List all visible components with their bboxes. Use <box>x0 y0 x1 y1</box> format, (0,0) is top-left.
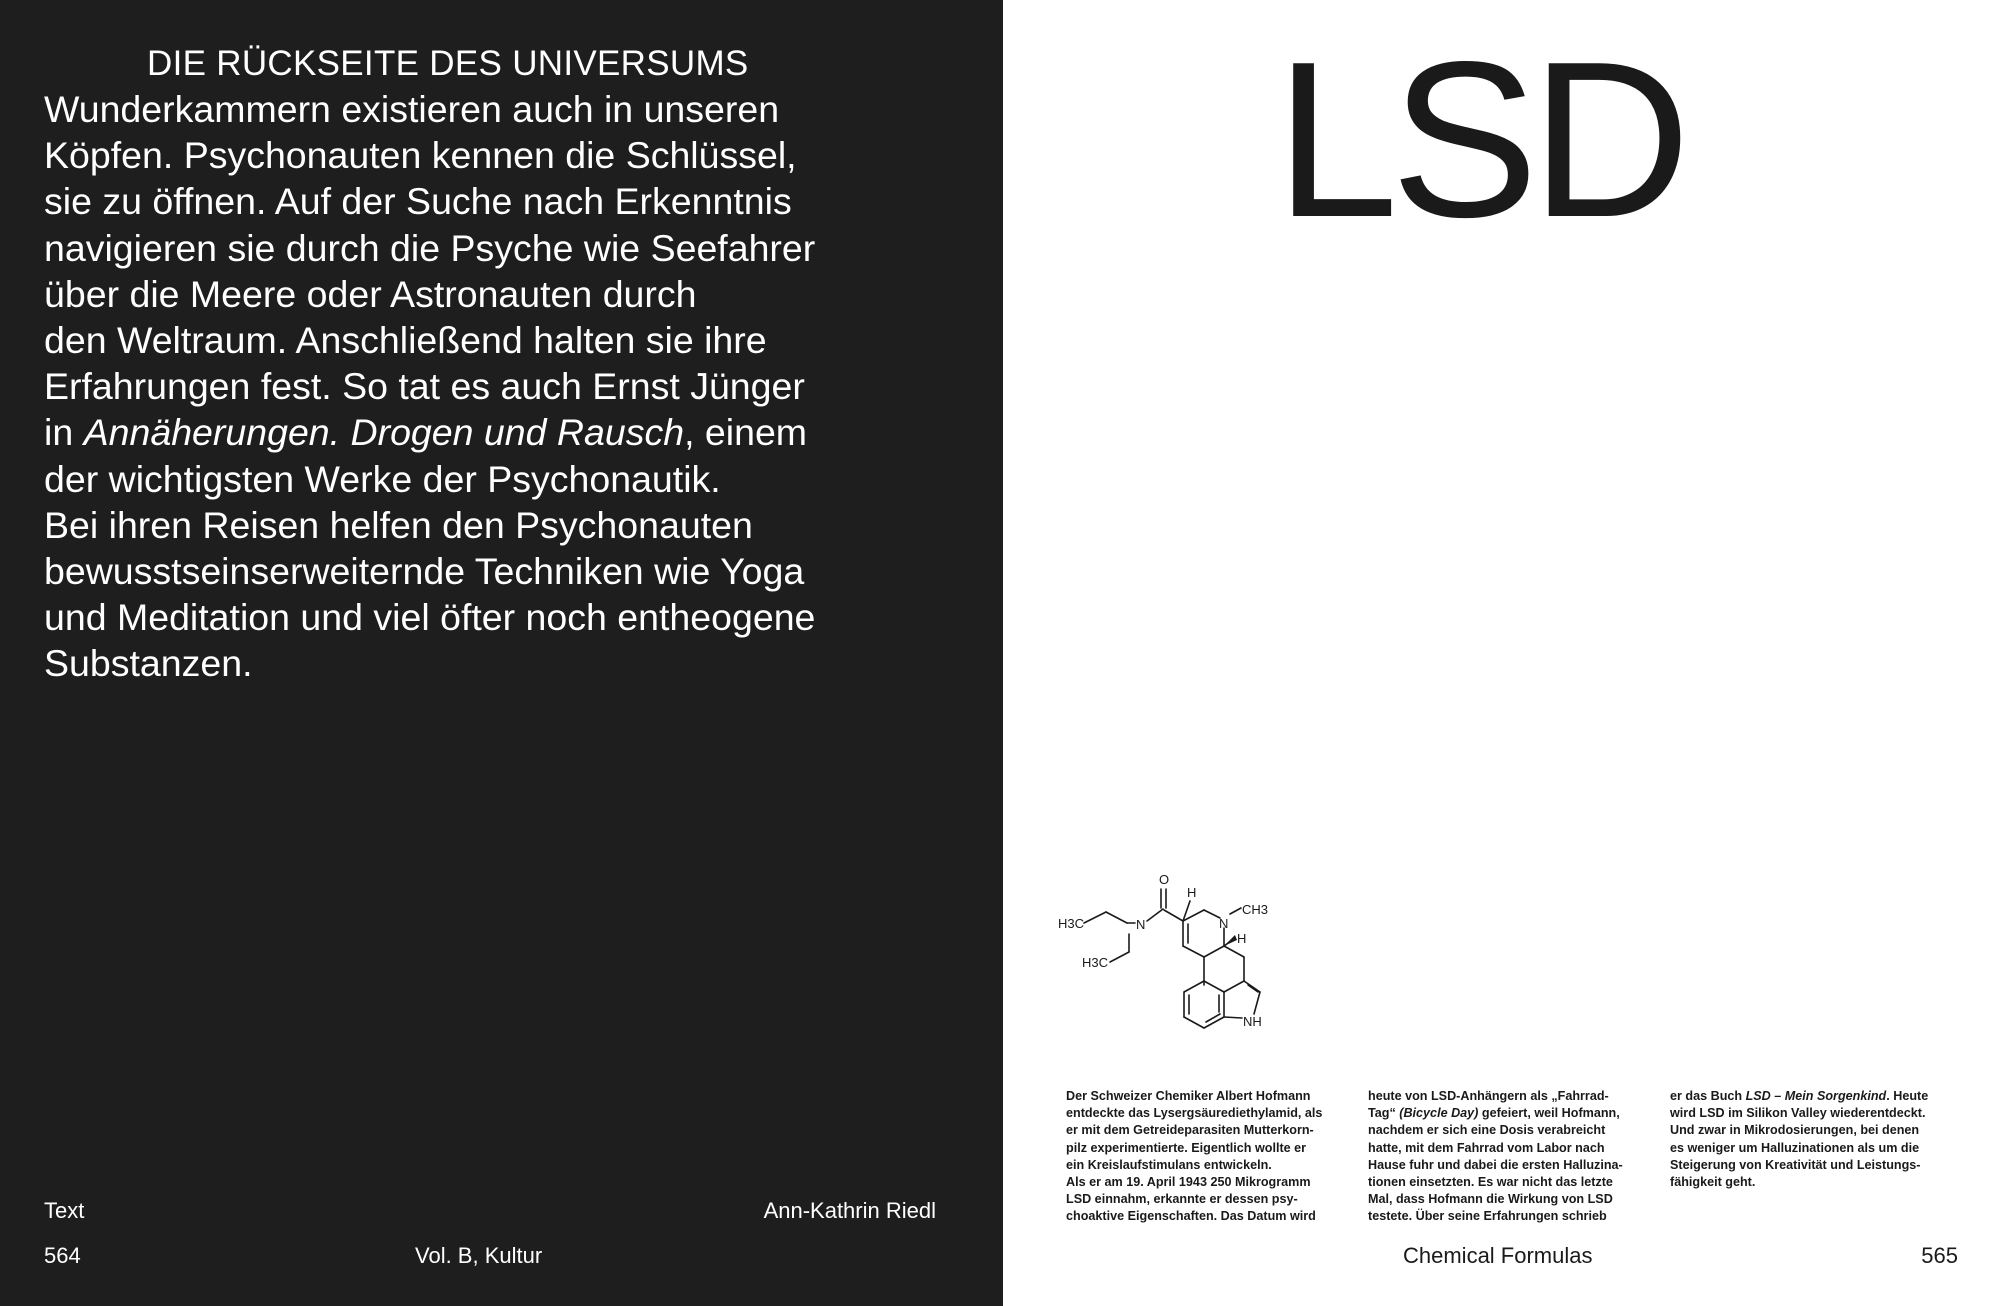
column-line: fähigkeit geht. <box>1670 1175 1756 1190</box>
column-line <box>1368 1105 1658 1122</box>
bond <box>1224 1017 1242 1018</box>
body-line-book-reference <box>44 409 984 455</box>
column-line: LSD einnahm, erkannte er dessen psy- <box>1066 1192 1298 1207</box>
right-page <box>1003 0 2000 1306</box>
bond <box>1204 946 1224 957</box>
bond <box>1084 912 1106 923</box>
lsd-molecule-structure <box>1058 862 1308 1072</box>
page-number-left: 564 <box>44 1243 81 1268</box>
column-line: choaktive Eigenschaften. Das Datum wird <box>1066 1209 1316 1224</box>
atom-label-n: N <box>1219 916 1229 931</box>
column-line: tionen einsetzten. Es war nicht das letzte <box>1368 1175 1613 1190</box>
text-column-2 <box>1368 1088 1658 1226</box>
atom-label-h: H <box>1237 931 1247 946</box>
column-line: entdeckte das Lysergsäurediethylamid, als <box>1066 1106 1323 1121</box>
bond <box>1204 981 1224 992</box>
column-line: Hause fuhr und dabei die ersten Halluzina- <box>1368 1157 1623 1172</box>
column-line <box>1670 1088 1960 1105</box>
atom-label-n: N <box>1136 917 1146 932</box>
body-line: bewusstseinserweiternde Techniken wie Yoga <box>44 550 805 593</box>
column-italic: LSD – Mein Sorgenkind <box>1745 1089 1887 1103</box>
column-line: ein Kreislaufstimulans entwickeln. <box>1066 1157 1272 1172</box>
footer-section-title: Chemical Formulas <box>1403 1243 1593 1268</box>
page-title: LSD <box>1275 16 1683 264</box>
bond <box>1147 909 1163 921</box>
column-line: es weniger um Halluzinationen als um die <box>1670 1140 1920 1155</box>
body-line: über die Meere oder Astronauten durch <box>44 272 697 315</box>
footer-label: Text <box>44 1198 85 1223</box>
bond <box>1244 981 1260 992</box>
bond <box>1224 946 1244 957</box>
column-line: Der Schweizer Chemiker Albert Hofmann <box>1066 1089 1311 1103</box>
body-line: Wunderkammern existieren auch in unseren <box>44 88 780 130</box>
body-line: Bei ihren Reisen helfen den Psychonauten <box>44 503 753 546</box>
bond <box>1204 910 1220 918</box>
bond <box>1248 985 1258 992</box>
wedge-bond <box>1224 935 1237 946</box>
column-line-prefix: er das Buch <box>1670 1089 1746 1103</box>
footer-author: Ann-Kathrin Riedl <box>763 1198 936 1223</box>
bond <box>1184 1017 1204 1028</box>
column-line: Und zwar in Mikrodosierungen, bei denen <box>1670 1123 1920 1138</box>
column-line-prefix: Tag“ <box>1368 1106 1400 1121</box>
bond <box>1183 946 1204 957</box>
body-line: und Meditation und viel öfter noch entheogene <box>44 596 816 639</box>
body-line: sie zu öffnen. Auf der Suche nach Erkenntnis <box>44 180 792 223</box>
body-line: Erfahrungen fest. So tat es auch Ernst Jünger <box>44 365 805 408</box>
column-line: Als er am 19. April 1943 250 Mikrogramm <box>1066 1175 1311 1190</box>
column-line: Mal, dass Hofmann die Wirkung von LSD <box>1368 1192 1613 1207</box>
book-title: Annäherungen. Drogen und Rausch <box>83 411 685 454</box>
body-line: navigieren sie durch die Psyche wie Seefahrer <box>44 226 816 269</box>
body-line: den Weltraum. Anschließend halten sie ihre <box>44 319 767 362</box>
text-column-3 <box>1670 1088 1960 1191</box>
column-line-suffix: . Heute <box>1886 1089 1929 1103</box>
footer-volume: Vol. B, Kultur <box>415 1243 543 1268</box>
atom-label-h3c: H3C <box>1082 955 1109 970</box>
bond <box>1204 1017 1224 1028</box>
text-column-1 <box>1066 1088 1356 1226</box>
atom-label-h3c: H3C <box>1058 916 1085 931</box>
column-line: pilz experimentierte. Eigentlich wollte er <box>1066 1140 1307 1155</box>
bond <box>1224 981 1244 992</box>
article-heading: DIE RÜCKSEITE DES UNIVERSUMS <box>147 44 749 83</box>
column-line: nachdem er sich eine Dosis verabreicht <box>1368 1123 1606 1138</box>
atom-label-h: H <box>1187 885 1197 900</box>
body-line: Substanzen. <box>44 642 253 685</box>
bond <box>1110 952 1129 962</box>
column-line: heute von LSD-Anhängern als „Fahrrad- <box>1368 1089 1609 1103</box>
article-body <box>44 86 984 687</box>
body-line-prefix: in <box>44 411 84 454</box>
column-line-suffix: gefeiert, weil Hofmann, <box>1478 1106 1620 1121</box>
column-line: testete. Über seine Erfahrungen schrieb <box>1368 1209 1607 1224</box>
body-line: der wichtigsten Werke der Psychonautik. <box>44 457 721 500</box>
column-line: hatte, mit dem Fahrrad vom Labor nach <box>1368 1140 1605 1155</box>
page-number-right: 565 <box>1921 1243 1958 1268</box>
bond <box>1254 992 1260 1014</box>
body-line: Köpfen. Psychonauten kennen die Schlüssel, <box>44 134 797 177</box>
bond <box>1184 981 1204 992</box>
bond <box>1230 908 1241 914</box>
column-line: Steigerung von Kreativität und Leistungs- <box>1670 1157 1921 1172</box>
column-italic: (Bicycle Day) <box>1399 1106 1479 1121</box>
body-line-suffix: , einem <box>684 411 808 454</box>
atom-label-ch3: CH3 <box>1242 902 1269 917</box>
column-line: wird LSD im Silikon Valley wiederentdeckt. <box>1670 1106 1926 1121</box>
atom-label-nh: NH <box>1243 1014 1262 1029</box>
atom-label-oxygen: O <box>1159 872 1170 887</box>
bond <box>1164 910 1183 921</box>
column-line: er mit dem Getreideparasiten Mutterkorn- <box>1066 1123 1314 1138</box>
bond <box>1106 912 1127 923</box>
